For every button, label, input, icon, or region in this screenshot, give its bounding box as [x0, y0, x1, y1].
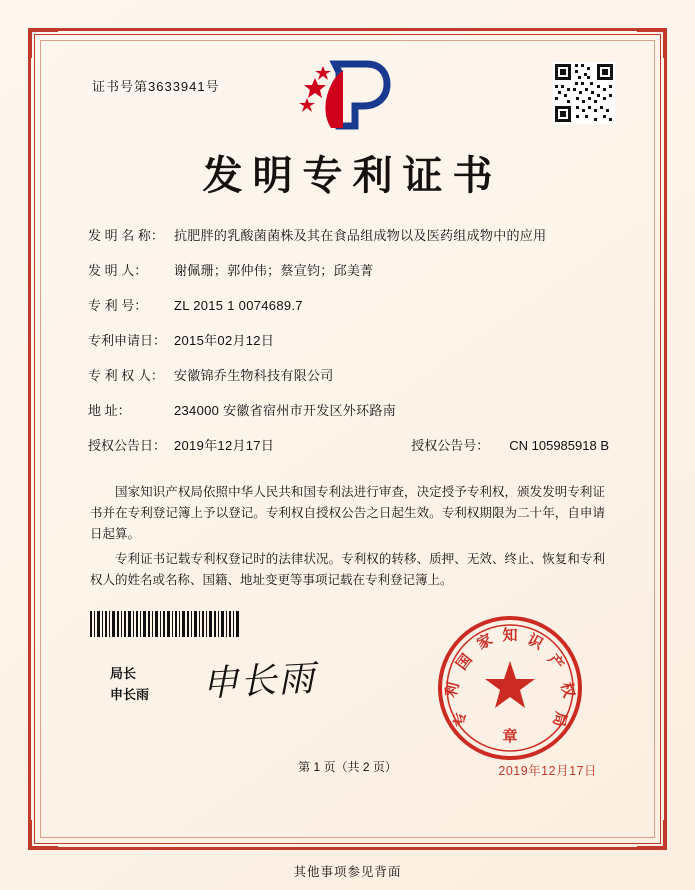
signature-name-label: 申长雨 [110, 687, 150, 702]
field-label: 专利申请日： [88, 333, 167, 348]
cnipa-logo-icon [293, 56, 403, 134]
field-invention-name [88, 227, 609, 245]
certificate-footer-area [52, 601, 643, 781]
field-value: 谢佩珊；郭仲伟；蔡宣钧；邱美菁 [174, 263, 374, 278]
svg-text:利: 利 [441, 680, 463, 700]
field-label: 发 明 名 称： [88, 228, 164, 243]
field-value: 安徽锦乔生物科技有限公司 [174, 368, 334, 383]
field-patent-number [88, 297, 609, 315]
svg-text:权: 权 [557, 680, 579, 700]
svg-text:家: 家 [473, 630, 496, 654]
field-label: 地 址： [88, 403, 131, 418]
field-inventors [88, 262, 609, 280]
field-label: 专 利 权 人： [88, 368, 164, 383]
svg-text:章: 章 [502, 727, 518, 745]
handwritten-signature: 申长雨 [201, 658, 318, 705]
svg-text:专: 专 [449, 709, 471, 729]
svg-text:产: 产 [544, 650, 568, 674]
svg-text:知: 知 [502, 626, 518, 644]
seal-date: 2019年12月17日 [498, 764, 597, 778]
svg-text:国: 国 [452, 650, 476, 674]
field-application-date [88, 332, 609, 350]
signature-title-label: 局长 [110, 666, 137, 681]
field-address [88, 402, 609, 420]
field-grant-announcement [88, 437, 609, 455]
legal-paragraphs [52, 472, 643, 591]
svg-text:局: 局 [549, 709, 571, 729]
field-label: 发 明 人： [88, 263, 148, 278]
field-patentee [88, 367, 609, 385]
signature-block [110, 663, 149, 705]
legal-paragraph: 国家知识产权局依照中华人民共和国专利法进行审查，决定授予专利权，颁发发明专利证书并在专利登记簿上予以登记。专利权自授权公告之日起生效。专利权期限为二十年，自申请日起算。 [90, 485, 605, 541]
official-seal [435, 613, 585, 763]
field-value: 234000 安徽省宿州市开发区外环路南 [174, 403, 396, 418]
page-title: 发明专利证书 [202, 152, 503, 199]
certificate-header [52, 52, 643, 138]
field-list [52, 227, 643, 455]
page-number: 第 1 页（共 2 页） [298, 760, 397, 774]
field-value-secondary: CN 105985918 B [509, 438, 609, 453]
certificate-number: 证书号第3633941号 [92, 79, 220, 94]
field-value: 2015年02月12日 [174, 333, 275, 348]
field-value: 2019年12月17日 [174, 438, 275, 453]
qr-code-icon [553, 62, 615, 124]
field-value: ZL 2015 1 0074689.7 [174, 298, 303, 313]
field-label-secondary: 授权公告号： [411, 438, 490, 453]
barcode [90, 611, 240, 637]
field-label: 授权公告日： [88, 438, 167, 453]
footer-note: 其他事项参见背面 [293, 865, 402, 879]
field-label: 专 利 号： [88, 298, 148, 313]
certificate-content [52, 52, 643, 830]
legal-paragraph: 专利证书记载专利权登记时的法律状况。专利权的转移、质押、无效、终止、恢复和专利权人的姓名或名称、国籍、地址变更等事项记载在专利登记簿上。 [90, 552, 605, 587]
field-value: 抗肥胖的乳酸菌菌株及其在食品组成物以及医药组成物中的应用 [174, 228, 547, 243]
svg-text:识: 识 [524, 630, 547, 654]
